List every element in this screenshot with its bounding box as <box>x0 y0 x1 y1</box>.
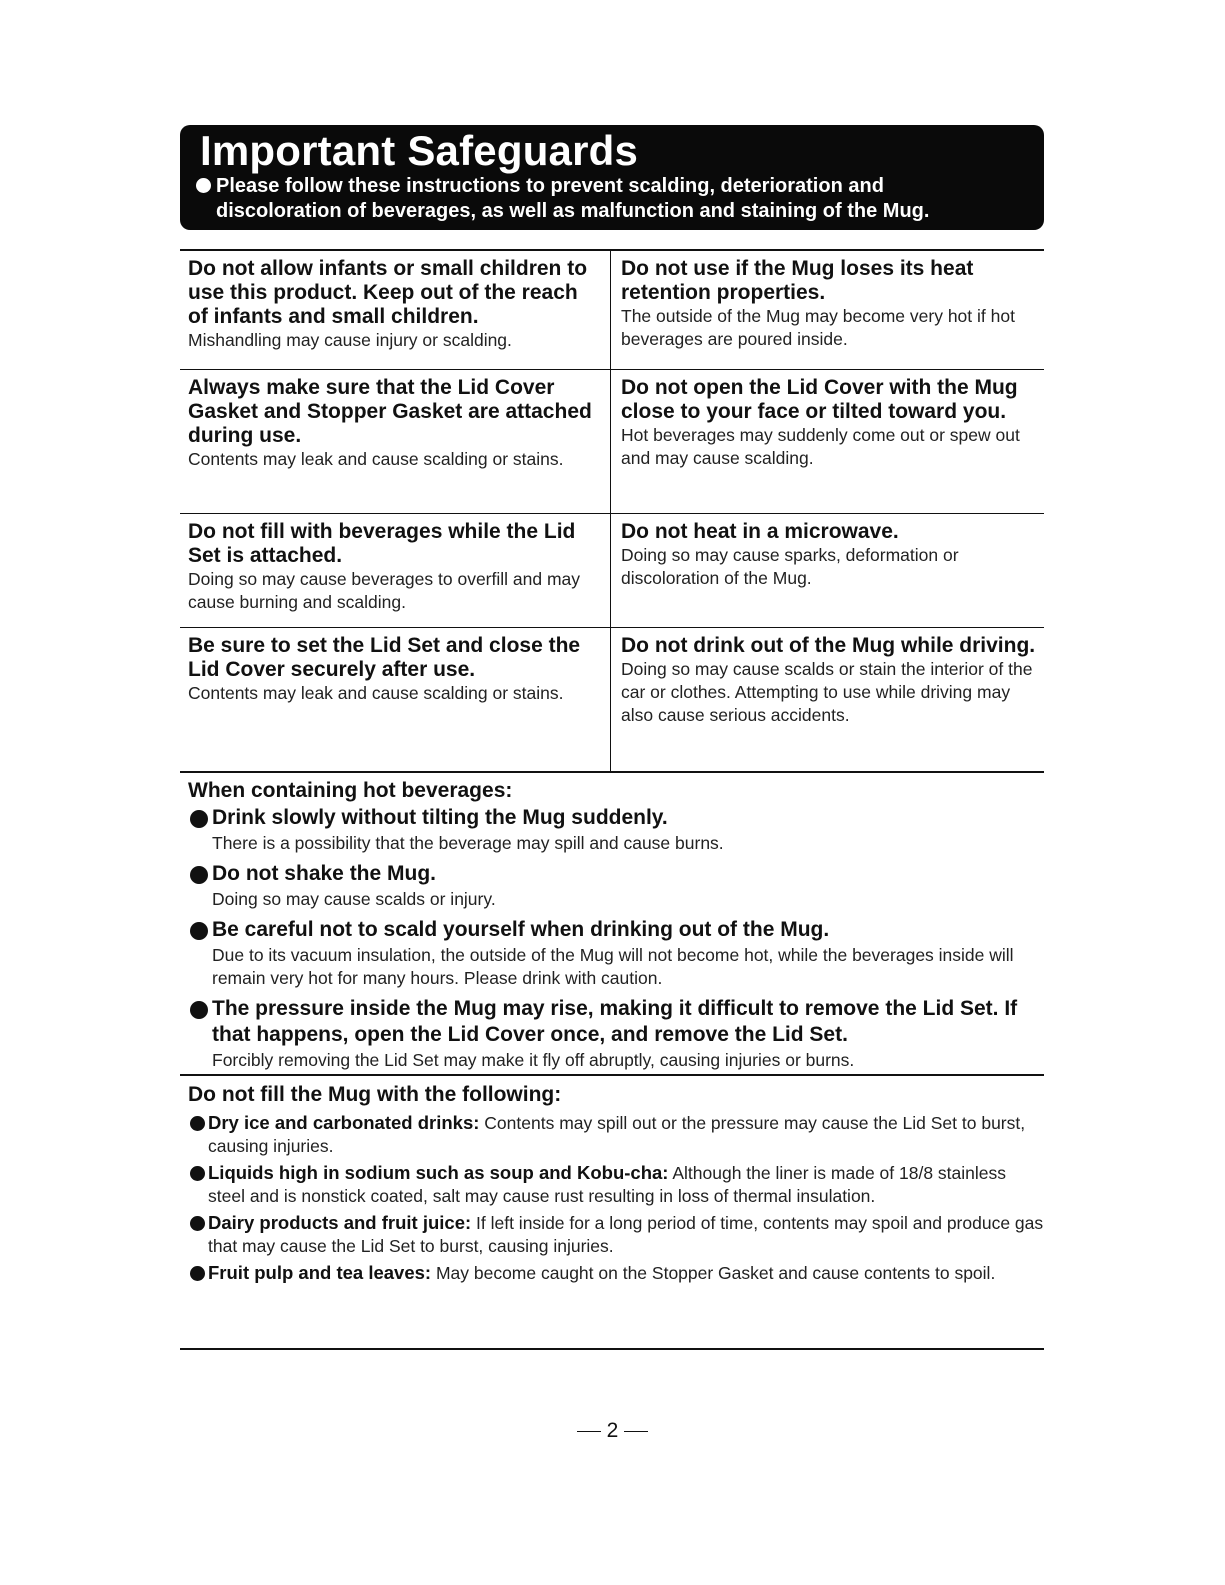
do-not-fill-section <box>180 1082 1044 1285</box>
warning-title: Do not heat in a microwave. <box>621 520 899 543</box>
item-label: Dairy products and fruit juice: <box>208 1212 472 1233</box>
item-text: If left inside for a long period of time, contents may spoil and produce gas that may cause the Lid Set to burst, causing injuries. <box>208 1213 1044 1256</box>
item-text: May become caught on the Stopper Gasket and cause contents to spoil. <box>431 1263 996 1283</box>
warning-cell <box>611 370 1044 513</box>
bullet-icon <box>190 1266 205 1281</box>
warning-body: Hot beverages may suddenly come out or spew out and may cause scalding. <box>621 425 1020 468</box>
section-title: Do not fill the Mug with the following: <box>188 1083 562 1106</box>
item-title: Be careful not to scald yourself when drinking out of the Mug. <box>212 918 830 941</box>
list-item <box>180 996 1044 1072</box>
warning-body: Doing so may cause scalds or stain the interior of the car or clothes. Attempting to use while driving may also cause serious accidents. <box>621 659 1033 725</box>
list-item <box>180 805 1044 855</box>
header-subtitle <box>196 174 1036 224</box>
item-label: Liquids high in sodium such as soup and Kobu-cha: <box>208 1162 669 1183</box>
page-number <box>0 1419 1225 1443</box>
dash-left <box>577 1431 601 1432</box>
warning-cell <box>180 370 611 513</box>
table-row <box>180 627 1044 771</box>
item-title: The pressure inside the Mug may rise, making it difficult to remove the Lid Set. If that happens, open the Lid Cover once, and remove the Lid Set. <box>212 997 1018 1046</box>
list-item <box>180 861 1044 911</box>
item-body: There is a possibility that the beverage may spill and cause burns. <box>212 833 724 853</box>
page-title: Important Safeguards <box>200 127 639 174</box>
page-number-text: 2 <box>606 1419 619 1442</box>
item-label: Dry ice and carbonated drinks: <box>208 1112 480 1133</box>
table-row <box>180 251 1044 369</box>
bullet-icon <box>190 1001 208 1019</box>
warning-title: Do not allow infants or small children to use this product. Keep out of the reach of infants and small children. <box>188 257 588 328</box>
hot-beverages-section <box>180 778 1044 1078</box>
item-body: Due to its vacuum insulation, the outside of the Mug will not become hot, while the beverages inside will remain very hot for many hours. Please drink with caution. <box>212 945 1014 988</box>
list-item <box>180 1111 1044 1158</box>
warning-title: Be sure to set the Lid Set and close the Lid Cover securely after use. <box>188 634 581 681</box>
warning-title: Do not open the Lid Cover with the Mug close to your face or tilted toward you. <box>621 376 1018 423</box>
section-title: When containing hot beverages: <box>188 779 513 802</box>
item-text: Although the liner is made of 18/8 stainless steel and is nonstick coated, salt may cause rust resulting in loss of thermal insulation. <box>208 1163 1007 1206</box>
warnings-table <box>180 249 1044 773</box>
warning-title: Always make sure that the Lid Cover Gasket and Stopper Gasket are attached during use. <box>188 376 592 447</box>
item-body: Forcibly removing the Lid Set may make it fly off abruptly, causing injuries or burns. <box>212 1050 855 1070</box>
warning-body: Mishandling may cause injury or scalding. <box>188 330 512 350</box>
warning-body: Doing so may cause sparks, deformation or discoloration of the Mug. <box>621 545 959 588</box>
section-divider <box>180 1348 1044 1350</box>
bullet-icon <box>190 810 208 828</box>
warning-cell <box>611 514 1044 627</box>
warning-cell <box>611 251 1044 369</box>
list-item <box>180 1161 1044 1208</box>
warning-title: Do not use if the Mug loses its heat retention properties. <box>621 257 974 304</box>
bullet-icon <box>190 1216 205 1231</box>
warning-body: Contents may leak and cause scalding or stains. <box>188 683 564 703</box>
bullet-icon <box>196 178 211 193</box>
table-row <box>180 513 1044 627</box>
list-item <box>180 917 1044 990</box>
item-text: Contents may spill out or the pressure may cause the Lid Set to burst, causing injuries. <box>208 1113 1026 1156</box>
bullet-icon <box>190 866 208 884</box>
item-title: Drink slowly without tilting the Mug suddenly. <box>212 806 668 829</box>
warning-body: The outside of the Mug may become very hot if hot beverages are poured inside. <box>621 306 1015 349</box>
warning-title: Do not fill with beverages while the Lid Set is attached. <box>188 520 576 567</box>
header-subtitle-line1: Please follow these instructions to prevent scalding, deterioration and <box>216 175 884 197</box>
bullet-icon <box>190 1166 205 1181</box>
header-subtitle-line2: discoloration of beverages, as well as malfunction and staining of the Mug. <box>216 200 930 222</box>
list-item <box>180 1211 1044 1258</box>
table-row <box>180 369 1044 513</box>
warning-body: Doing so may cause beverages to overfill and may cause burning and scalding. <box>188 569 581 612</box>
item-label: Fruit pulp and tea leaves: <box>208 1262 432 1283</box>
item-title: Do not shake the Mug. <box>212 862 437 885</box>
warning-cell <box>180 514 611 627</box>
item-body: Doing so may cause scalds or injury. <box>212 889 496 909</box>
warning-cell <box>180 628 611 771</box>
dash-right <box>624 1431 648 1432</box>
bullet-icon <box>190 1116 205 1131</box>
warning-body: Contents may leak and cause scalding or stains. <box>188 449 564 469</box>
warning-cell <box>180 251 611 369</box>
bullet-icon <box>190 922 208 940</box>
warning-title: Do not drink out of the Mug while driving. <box>621 634 1036 657</box>
section-divider <box>180 1074 1044 1076</box>
safeguards-header <box>180 125 1044 230</box>
list-item <box>180 1261 1044 1285</box>
warning-cell <box>611 628 1044 771</box>
